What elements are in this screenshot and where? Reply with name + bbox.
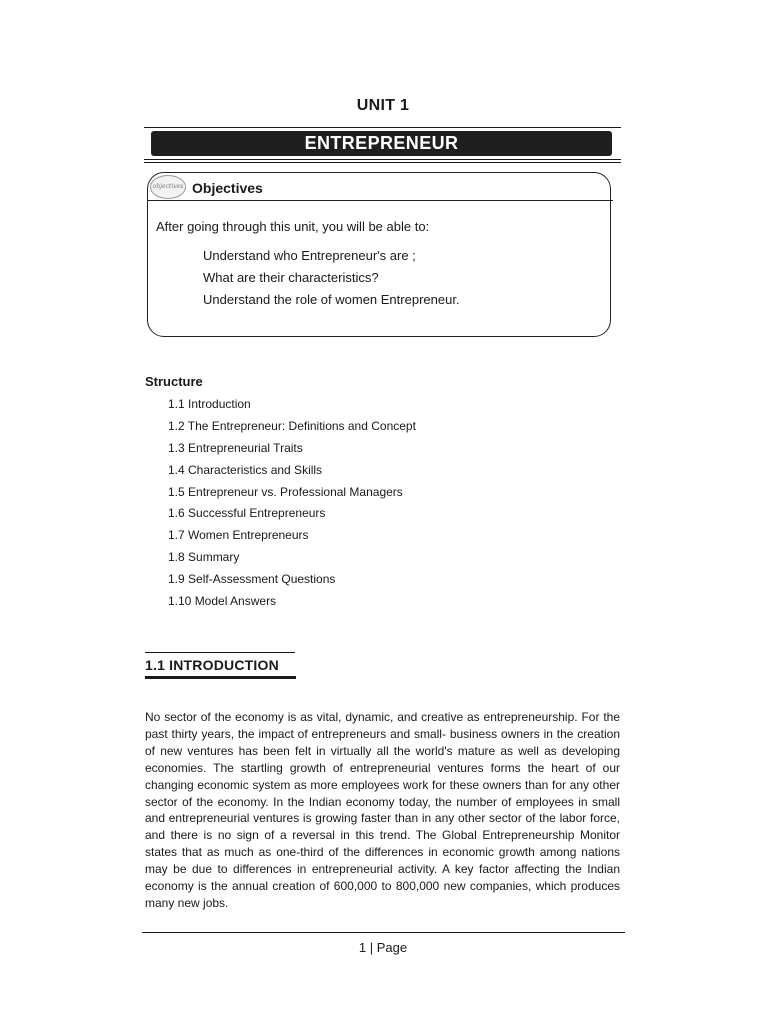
objectives-divider bbox=[147, 200, 613, 201]
section-rule-top bbox=[145, 652, 295, 653]
structure-item: 1.1 Introduction bbox=[168, 397, 251, 411]
introduction-paragraph: No sector of the economy is as vital, dynamic, and creative as entrepreneurship. For the past thirty years, the impact of entrepreneurs and small- business owners in the creation of new ventures has been felt in virtually all the world's mature as well as developing economies. The startling growth of entrepreneurial ventures forms the heart of our changing economic system as more employees work for these owners than for any other sector of the economy. In the Indian economy today, the number of employees in small and entrepreneurial ventures is growing faster than in any other sector of the labor force, and there is no sign of a reversal in this trend. The Global Entrepreneurship Monitor states that as much as one-third of the differences in economic growth among nations may be due to differences in entrepreneurial activity. A key factor affecting the Indian economy is the annual creation of 600,000 to 800,000 new companies, which produces many new jobs. bbox=[145, 710, 620, 910]
objectives-heading: Objectives bbox=[192, 180, 263, 196]
structure-item: 1.9 Self-Assessment Questions bbox=[168, 572, 336, 587]
structure-item: 1.8 Summary bbox=[168, 550, 240, 565]
structure-heading: Structure bbox=[145, 374, 203, 389]
structure-item: 1.3 Entrepreneurial Traits bbox=[168, 440, 303, 455]
objectives-badge-icon: objectives bbox=[150, 175, 186, 199]
structure-item: 1.10 Model Answers bbox=[168, 594, 277, 609]
structure-item: 1.5 Entrepreneur vs. Professional Managers bbox=[168, 484, 403, 499]
structure-list bbox=[168, 397, 416, 616]
page-number: 1 | Page bbox=[358, 940, 408, 955]
structure-item: 1.6 Successful Entrepreneurs bbox=[168, 506, 326, 521]
title-rule-bottom-2 bbox=[144, 162, 621, 163]
title-rule-top bbox=[144, 127, 621, 128]
structure-item: 1.7 Women Entrepreneurs bbox=[168, 528, 309, 543]
objective-item: Understand the role of women Entrepreneur. bbox=[203, 292, 460, 307]
section-heading: 1.1 INTRODUCTION bbox=[145, 657, 279, 673]
footer-rule bbox=[142, 932, 625, 933]
unit-label: UNIT 1 bbox=[356, 97, 410, 114]
objectives-list bbox=[203, 247, 460, 313]
chapter-title: ENTREPRENEUR bbox=[151, 131, 612, 156]
title-rule-bottom-1 bbox=[144, 159, 621, 160]
structure-item: 1.4 Characteristics and Skills bbox=[168, 462, 323, 477]
section-rule-bottom bbox=[145, 676, 296, 679]
objectives-intro: After going through this unit, you will be able to: bbox=[156, 219, 430, 234]
objective-item: Understand who Entrepreneur's are ; bbox=[203, 248, 416, 263]
structure-item: 1.2 The Entrepreneur: Definitions and Concept bbox=[168, 418, 416, 433]
objective-item: What are their characteristics? bbox=[203, 270, 379, 285]
